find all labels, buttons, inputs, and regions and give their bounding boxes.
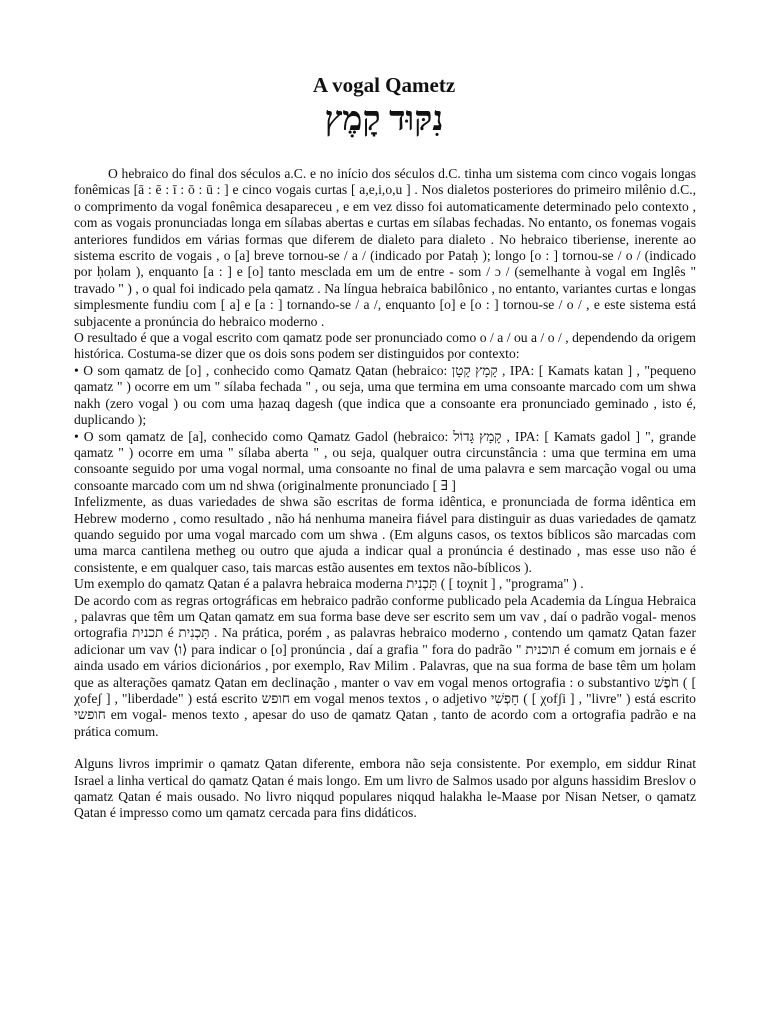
paragraph-result: O resultado é que a vogal escrito com qamatz pode ser pronunciado como o / a / ou a / o / , dependendo da origem histórica. Costuma-se dizer que os dois sons podem ser distinguidos por contexto: xyxy=(74,330,696,362)
document-title: A vogal Qametz xyxy=(312,73,456,97)
bullet-qamatz-gadol: • O som qamatz de [a], conhecido como Qamatz Gadol (hebraico: קָמָץ גָּדוֹל , IPA: [ Kamats gadol ] ", grande qamatz " ) ocorre em uma " sílaba aberta " , ou seja, qualquer outra circunstância : uma que termina em uma consoante seguido por uma vogal normal, uma consoante no final de uma palavra e sem marcação vogal ou uma consoante marcado com um nd shwa (originalmente pronunciado [ ∃ ] xyxy=(74,428,696,493)
paragraph-shwa: Infelizmente, as duas variedades de shwa são escritas de forma idêntica, e pronunciada de forma idêntica em Hebrew moderno , como resultado , não há nenhuma maneira fiável para distinguir as duas variedades de qamatz quando seguido por uma vogal marcado com um shwa . (Em alguns casos, os textos bíblicos são marcadas com uma marca cantilena metheg ou outro que ajuda a indicar qual a pronúncia é destinado , mas esse uso não é consistente, e em qualquer caso, tais marcas estão ausentes em textos não-bíblicos ). xyxy=(74,494,696,575)
document-body xyxy=(74,166,696,822)
paragraph-orthography: De acordo com as regras ortográficas em hebraico padrão conforme publicado pela Academia da Língua Hebraica , palavras que têm um Qatan qamatz em sua forma base deve ser escrito sem um vav , daí o padrão vogal- menos ortografia תכנית é תָּכְנִית . Na prática, porém , as palavras hebraico moderno , contendo um qamatz Qatan fazer adicionar um vav ⟨ו⟩ para indicar o [o] pronúncia , daí a grafia " fora do padrão " תוכנית é comum em jornais e é ainda usado em vários dicionários , por exemplo, Rav Milim . Palavras, que na sua forma de base têm um ḥolam que as alterações qamatz Qatan em declinação , manter o vav em vogal menos ortografia : o substantivo חֹפֶשׁ ( [ χofeʃ ] , "liberdade" ) está escrito חופש em vogal menos textos , o adjetivo חָפְשִׁי ( [ χofʃi ] , "livre" ) está escrito חופשי em vogal- menos texto , apesar do uso de qamatz Qatan , tanto de acordo com a ortografia padrão e na prática comum. xyxy=(74,592,696,739)
paragraph-example: Um exemplo do qamatz Qatan é a palavra hebraica moderna תָּכְנִית ( [ toχnit ] , "programa" ) . xyxy=(74,576,584,592)
hebrew-title: נִקּוּד קָמֶץ xyxy=(324,101,444,138)
paragraph-intro: O hebraico do final dos séculos a.C. e no início dos séculos d.C. tinha um sistema com cinco vogais longas fonêmicas [ā : ē : ī : ō : ū : ] e cinco vogais curtas [ a,e,i,o,u ] . Nos dialetos posteriores do primeiro milênio d.C., o comprimento da vogal fonêmica desapareceu , e em vez disso foi automaticamente determinado pelo contexto , com as vogais pronunciadas longa em sílabas abertas e curtas em sílabas fechadas. No entanto, os fonemas vogais anteriores fundidos em várias formas que diferem de dialeto para dialeto . No hebraico tiberiense, inerente ao sistema escrito de vogais , o [a] breve tornou-se / a / (indicado por Pataḥ ); longo [o : ] tornou-se / o / (indicado por ḥolam ), enquanto [a : ] e [o] tanto mesclada em um de entre - som / ɔ / (semelhante à vogal em Inglês " travado " ) , o qual foi indicado pela qamatz . Na língua hebraica babilônico , no entanto, variantes curtas e longas simplesmente fundiu com [ a] e [a : ] tornando-se / a /, enquanto [o] e [o : ] tornou-se / o / , e este sistema está subjacente a pronúncia do hebraico moderno . xyxy=(74,166,696,329)
bullet-qamatz-qatan: • O som qamatz de [o] , conhecido como Qamatz Qatan (hebraico: קָמָץ קָטָן , IPA: [ Kamats katan ] , "pequeno qamatz " ) ocorre em um " sílaba fechada " , ou seja, uma que termina em uma consoante marcado com um shwa nakh (zero vogal ) ou com uma ḥazaq dagesh (que indica que a consoante era pronunciado geminado , isto é, duplicando ); xyxy=(74,362,696,428)
paragraph-printing: Alguns livros imprimir o qamatz Qatan diferente, embora não seja consistente. Por exemplo, em siddur Rinat Israel a linha vertical do qamatz Qatan é mais longo. Em um livro de Salmos usado por alguns hassidim Breslov o qamatz Qatan é mais ousado. No livro niqqud populares niqqud halakha le-Maase por Nisan Netser, o qamatz Qatan é impresso como um qamatz cercada para fins didáticos. xyxy=(74,756,696,821)
